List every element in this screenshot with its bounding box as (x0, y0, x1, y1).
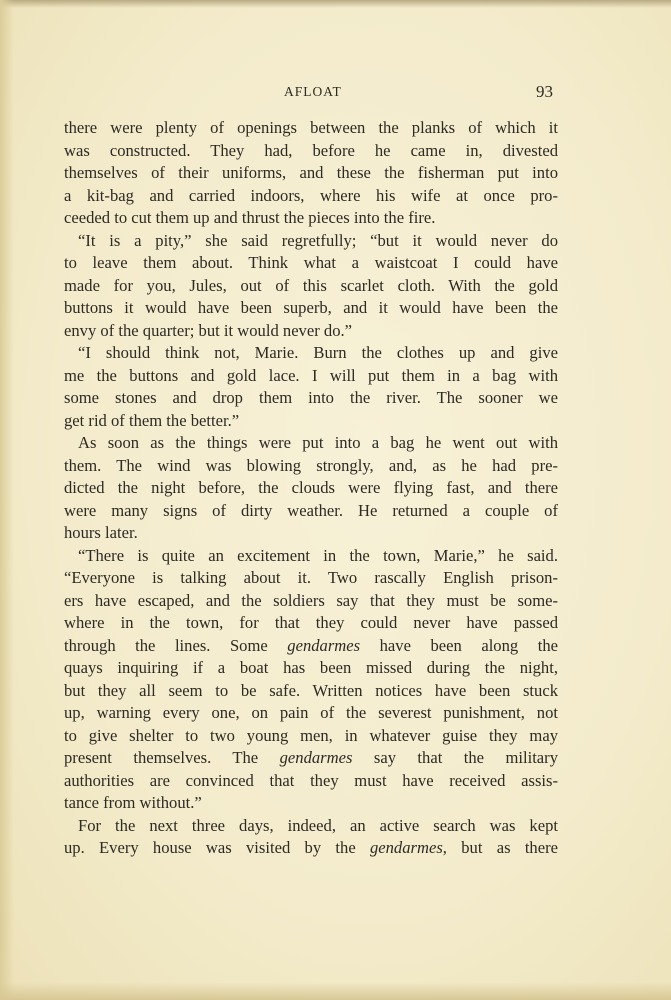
text-line: As soon as the things were put into a bag he went out with (78, 433, 558, 452)
page-number: 93 (536, 82, 553, 101)
text-line: was constructed. They had, before he came in, divested (64, 140, 558, 160)
text-line: to give shelter to two young men, in whatever guise they may (64, 725, 558, 745)
text-line: but they all seem to be safe. Written notices have been stuck (64, 680, 558, 700)
text-line: to leave them about. Think what a waistcoat I could have (64, 253, 558, 272)
text-line: For the next three days, indeed, an active search was kept (78, 815, 558, 835)
text-line: envy of the quarter; but it would never do.” (64, 320, 353, 340)
text-line: “I should think not, Marie. Burn the clothes up and give (78, 343, 558, 362)
running-title: AFLOAT (284, 84, 342, 99)
page-top-shadow (0, 0, 671, 8)
page-left-shadow (0, 0, 14, 1000)
text-line: authorities are convinced that they must have received assis- (64, 770, 558, 790)
text-line: dicted the night before, the clouds were flying fast, and there (64, 478, 558, 497)
text-line: quays inquiring if a boat has been missed during the night, (64, 658, 558, 677)
text-line: some stones and drop them into the river. The sooner we (64, 388, 558, 407)
text-line: get rid of them the better.” (64, 410, 240, 430)
text-line: up. Every house was visited by the gendarmes, but as there (64, 838, 558, 857)
text-line: buttons it would have been superb, and it would have been the (64, 298, 558, 317)
text-line: there were plenty of openings between the planks of which it (64, 118, 558, 137)
text-line: me the buttons and gold lace. I will put them in a bag with (64, 365, 558, 385)
text-line: “Everyone is talking about it. Two rascally English prison- (64, 568, 558, 587)
text-line: “There is quite an excitement in the town, Marie,” he said. (78, 545, 558, 565)
text-line: them. The wind was blowing strongly, and, as he had pre- (64, 455, 558, 475)
text-line: where in the town, for that they could never have passed (64, 613, 558, 632)
page-bottom-shadow (0, 982, 671, 1000)
body-text (64, 117, 558, 860)
text-line: themselves of their uniforms, and these the fisherman put into (64, 163, 558, 182)
text-line: ers have escaped, and the soldiers say that they must be some- (64, 590, 558, 610)
text-line: a kit-bag and carried indoors, where his wife at once pro- (64, 185, 558, 205)
text-line: ceeded to cut them up and thrust the pieces into the fire. (64, 208, 436, 227)
text-line: tance from without.” (64, 793, 202, 812)
text-line: up, warning every one, on pain of the severest punishment, not (64, 703, 558, 722)
text-line: were many signs of dirty weather. He returned a couple of (64, 500, 558, 520)
text-line: present themselves. The gendarmes say that the military (64, 748, 558, 767)
text-line: hours later. (64, 523, 138, 542)
text-line: through the lines. Some gendarmes have been along the (64, 635, 558, 655)
text-line: “It is a pity,” she said regretfully; “but it would never do (78, 230, 558, 250)
text-line: made for you, Jules, out of this scarlet cloth. With the gold (64, 275, 558, 295)
running-head (0, 84, 671, 104)
